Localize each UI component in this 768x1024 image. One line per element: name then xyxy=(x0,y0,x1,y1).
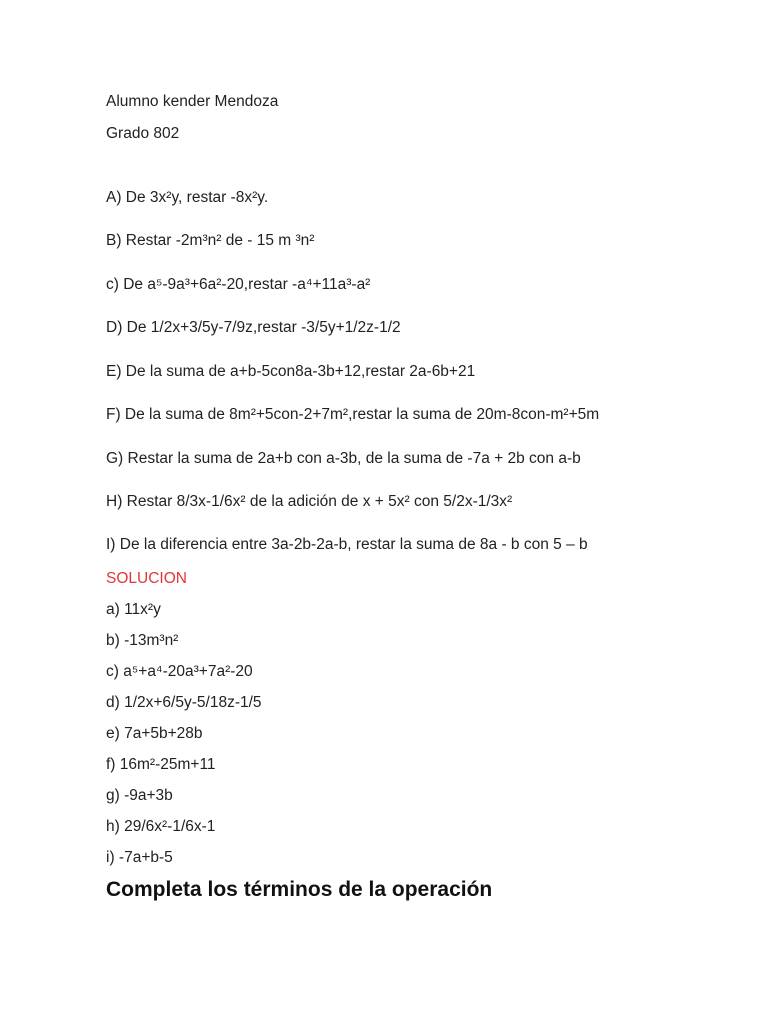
exercise-a: A) De 3x²y, restar -8x²y. xyxy=(106,189,269,206)
answer-b: b) -13m³n² xyxy=(106,632,179,649)
exercise-f: F) De la suma de 8m²+5con-2+7m²,restar la suma de 20m-8con-m²+5m xyxy=(106,406,600,423)
exercise-b: B) Restar -2m³n² de - 15 m ³n² xyxy=(106,232,315,249)
student-name: Alumno kender Mendoza xyxy=(106,93,279,110)
exercise-c: c) De a⁵-9a³+6a²-20,restar -a⁴+11a³-a² xyxy=(106,276,371,293)
answer-a: a) 11x²y xyxy=(106,601,161,618)
answer-g: g) -9a+3b xyxy=(106,787,173,804)
exercise-d: D) De 1/2x+3/5y-7/9z,restar -3/5y+1/2z-1/2 xyxy=(106,319,401,336)
solution-label: SOLUCION xyxy=(106,570,187,587)
exercise-h: H) Restar 8/3x-1/6x² de la adición de x + 5x² con 5/2x-1/3x² xyxy=(106,493,513,510)
answer-f: f) 16m²-25m+11 xyxy=(106,756,216,773)
answer-e: e) 7a+5b+28b xyxy=(106,725,203,742)
answer-h: h) 29/6x²-1/6x-1 xyxy=(106,818,216,835)
answer-i: i) -7a+b-5 xyxy=(106,849,173,866)
grade-label: Grado 802 xyxy=(106,125,180,142)
exercise-g: G) Restar la suma de 2a+b con a-3b, de la suma de -7a + 2b con a-b xyxy=(106,450,581,467)
answer-c: c) a⁵+a⁴-20a³+7a²-20 xyxy=(106,663,253,680)
exercise-i: I) De la diferencia entre 3a-2b-2a-b, restar la suma de 8a - b con 5 – b xyxy=(106,536,588,553)
answer-d: d) 1/2x+6/5y-5/18z-1/5 xyxy=(106,694,262,711)
section-heading: Completa los términos de la operación xyxy=(106,878,493,901)
exercise-e: E) De la suma de a+b-5con8a-3b+12,restar 2a-6b+21 xyxy=(106,363,476,380)
